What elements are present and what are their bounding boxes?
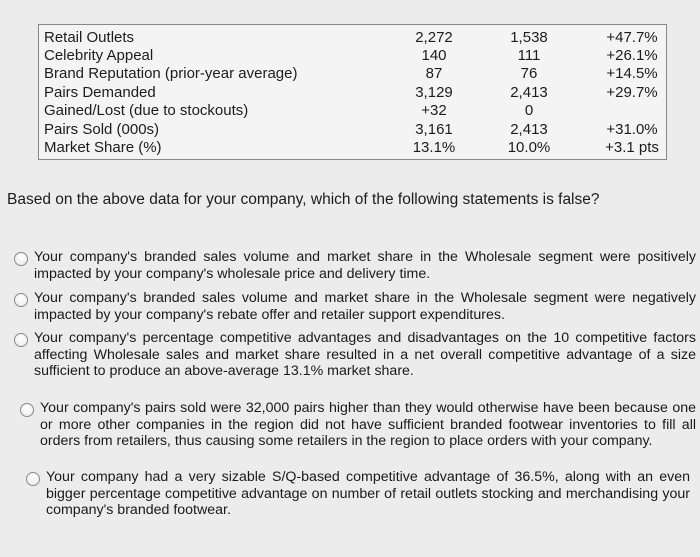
radio-button[interactable] xyxy=(26,472,40,486)
row-label: Gained/Lost (due to stockouts) xyxy=(44,102,249,119)
row-label: Brand Reputation (prior-year average) xyxy=(44,65,298,82)
answer-option-text: Your company's pairs sold were 32,000 pairs higher than they would otherwise have been because one or more other companies in the region did not have sufficient branded footwear inventories to fill all orders from retailers, thus causing some retailers in the region to place orders with your company. xyxy=(40,400,696,450)
average-value: 0 xyxy=(524,102,534,119)
answer-option-text: Your company's branded sales volume and market share in the Wholesale segment were positively impacted by your company's wholesale price and delivery time. xyxy=(34,249,696,282)
answer-option-text: Your company's branded sales volume and market share in the Wholesale segment were negatively impacted by your company's rebate offer and retailer support expenditures. xyxy=(34,290,696,323)
average-value: 10.0% xyxy=(507,139,551,156)
row-label: Retail Outlets xyxy=(44,29,135,46)
table-row xyxy=(39,29,666,47)
company-value: +32 xyxy=(421,102,447,119)
row-label: Pairs Sold (000s) xyxy=(44,121,160,138)
difference-value: +29.7% xyxy=(606,84,658,101)
question-text: Based on the above data for your company, which of the following statements is false? xyxy=(7,191,600,208)
row-label: Pairs Demanded xyxy=(44,84,156,101)
comparison-table xyxy=(38,24,667,160)
average-value: 1,538 xyxy=(510,29,548,46)
company-value: 3,129 xyxy=(415,84,453,101)
radio-button[interactable] xyxy=(14,333,28,347)
company-value: 3,161 xyxy=(415,121,453,138)
company-value: 140 xyxy=(421,47,447,64)
average-value: 76 xyxy=(520,65,538,82)
table-row xyxy=(39,139,666,157)
average-value: 2,413 xyxy=(510,121,548,138)
radio-button[interactable] xyxy=(14,252,28,266)
table-row xyxy=(39,121,666,139)
table-row xyxy=(39,47,666,65)
company-value: 2,272 xyxy=(415,29,453,46)
answer-option-text: Your company had a very sizable S/Q-based competitive advantage of 36.5%, along with an even bigger percentage competitive advantage on number of retail outlets stocking and merchandising your company's branded footwear. xyxy=(46,469,690,519)
row-label: Market Share (%) xyxy=(44,139,162,156)
company-value: 87 xyxy=(425,65,443,82)
table-row xyxy=(39,65,666,83)
radio-button[interactable] xyxy=(20,403,34,417)
row-label: Celebrity Appeal xyxy=(44,47,154,64)
difference-value: +14.5% xyxy=(606,65,658,82)
answer-option-text: Your company's percentage competitive advantages and disadvantages on the 10 competitive factors affecting Wholesale sales and market share resulted in a net overall competitive advantage of a size sufficient to produce an above-average 13.1% market share. xyxy=(34,330,696,380)
difference-value: +3.1 pts xyxy=(605,139,659,156)
difference-value: +31.0% xyxy=(606,121,658,138)
difference-value: +26.1% xyxy=(606,47,658,64)
average-value: 111 xyxy=(517,47,541,64)
table-row xyxy=(39,102,666,120)
table-row xyxy=(39,84,666,102)
average-value: 2,413 xyxy=(510,84,548,101)
company-value: 13.1% xyxy=(412,139,456,156)
difference-value: +47.7% xyxy=(606,29,658,46)
radio-button[interactable] xyxy=(14,293,28,307)
